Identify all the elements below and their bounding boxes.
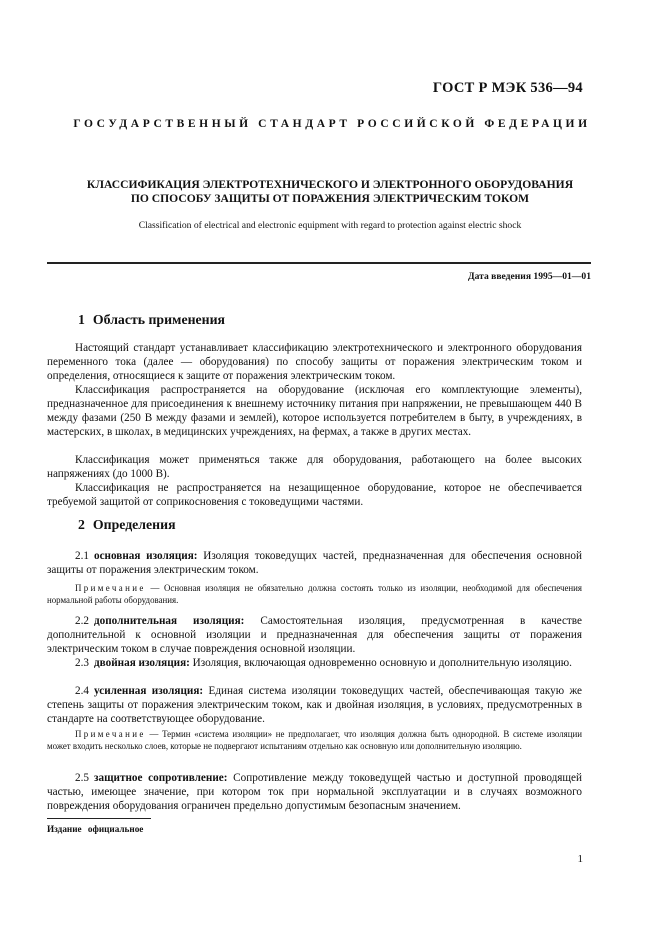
document-code: ГОСТ Р МЭК 536—94 — [432, 80, 583, 96]
note-1 — [47, 582, 582, 606]
section-1-heading — [78, 312, 225, 328]
definition-text: Сопротивление между токоведущей частью и доступной проводящей частью, имеющее значение, при котором ток при нормальной эксплуатации и в случаях возможного повреждения оборудования ограничен предельно допустимым безопасным значением. — [47, 772, 582, 813]
title-line-1: КЛАССИФИКАЦИЯ ЭЛЕКТРОТЕХНИЧЕСКОГО И ЭЛЕКТРОННОГО ОБОРУДОВАНИЯ — [86, 178, 574, 191]
definition-term: основная изоляция: — [93, 550, 198, 562]
section-1-paragraph: Классификация может применяться также для оборудования, работающего на более высоких напряжениях (до 1000 В). — [47, 454, 582, 481]
definition-term: дополнительная изоляция: — [93, 615, 245, 627]
definition-text: Самостоятельная изоляция, предусмотренная в качестве дополнительной к основной изоляции и предназначенная для обеспечения защиты от поражения электрическим током в случае повреждения основной изоляции. — [47, 615, 582, 656]
definition-term: защитное сопротивление: — [93, 772, 228, 784]
section-1-paragraph: Настоящий стандарт устанавливает классификацию электротехнического и электронного оборудования переменного тока (далее — оборудования) по способу защиты от поражения электрическим током и определения, относящиеся к защите от поражения электрическим током. — [47, 342, 582, 383]
definition-number: 2.2 — [75, 615, 89, 627]
definition-number: 2.4 — [75, 685, 89, 697]
definition-term: усиленная изоляция: — [93, 685, 204, 697]
definition-number: 2.3 — [75, 657, 89, 669]
page-number: 1 — [577, 853, 583, 865]
section-1-paragraph: Классификация распространяется на оборудование (исключая его комплектующие элементы), предназначенное для присоединения к внешнему источнику питания при напряжении, не превышающем 440 В между фазами (250 В между фазами и землей), которое используется потребителем в быту, в учреждениях, в мастерских, в школах, в медицинских учреждениях, на фермах, а также в других местах. — [47, 384, 582, 439]
note-2 — [47, 728, 582, 752]
section-2-heading — [78, 517, 176, 533]
definition-number: 2.1 — [75, 550, 89, 562]
section-1-paragraph: Классификация не распространяется на незащищенное оборудование, которое не обеспечивается требуемой защитой от соприкосновения с токоведущими частями. — [47, 482, 582, 509]
document-title — [40, 178, 620, 206]
definition-2-4 — [47, 684, 582, 726]
definition-2-2 — [47, 614, 582, 656]
definition-number: 2.5 — [75, 772, 89, 784]
section-2-number: 2 — [78, 517, 85, 532]
state-standard-heading: ГОСУДАРСТВЕННЫЙ СТАНДАРТ РОССИЙСКОЙ ФЕДЕРАЦИИ — [73, 118, 591, 130]
definition-text: Изоляция токоведущих частей, предназначенная для обеспечения основной защиты от поражения электрическим током. — [47, 550, 582, 577]
definition-term: двойная изоляция: — [93, 657, 190, 669]
footer-divider — [47, 818, 151, 819]
section-2-title: Определения — [92, 517, 176, 532]
definition-2-5 — [47, 771, 582, 813]
edition-label: Издание официальное — [47, 824, 144, 834]
english-title: Classification of electrical and electronic equipment with regard to protection against electric shock — [138, 220, 522, 231]
note-label: Примечание — [75, 729, 146, 739]
definition-text: Изоляция, включающая одновременно основную и дополнительную изоляцию. — [189, 657, 572, 669]
note-text: — Основная изоляция не обязательно должна состоять только из изоляции, необходимой для обеспечения нормальной работы оборудования. — [47, 583, 582, 606]
header-divider — [47, 262, 591, 264]
definition-2-3 — [47, 656, 582, 670]
section-1-number: 1 — [78, 312, 85, 327]
note-text: — Термин «система изоляции» не предполагает, что изоляция должна быть однородной. В системе изоляции может входить несколько слоев, которые не подвергают испытаниям отдельно как основную или дополнительную изоляцию. — [47, 729, 582, 752]
note-label: Примечание — [75, 583, 146, 593]
title-line-2: ПО СПОСОБУ ЗАЩИТЫ ОТ ПОРАЖЕНИЯ ЭЛЕКТРИЧЕСКИМ ТОКОМ — [130, 192, 530, 205]
definition-text: Единая система изоляции токоведущих частей, обеспечивающая такую же степень защиты от поражения электрическим током, как и двойная изоляция, в условиях, предусмотренных в стандарте на соответствующее оборудование. — [47, 685, 582, 726]
definition-2-1 — [47, 549, 582, 577]
intro-date: Дата введения 1995—01—01 — [468, 271, 591, 282]
section-1-title: Область применения — [92, 312, 226, 327]
